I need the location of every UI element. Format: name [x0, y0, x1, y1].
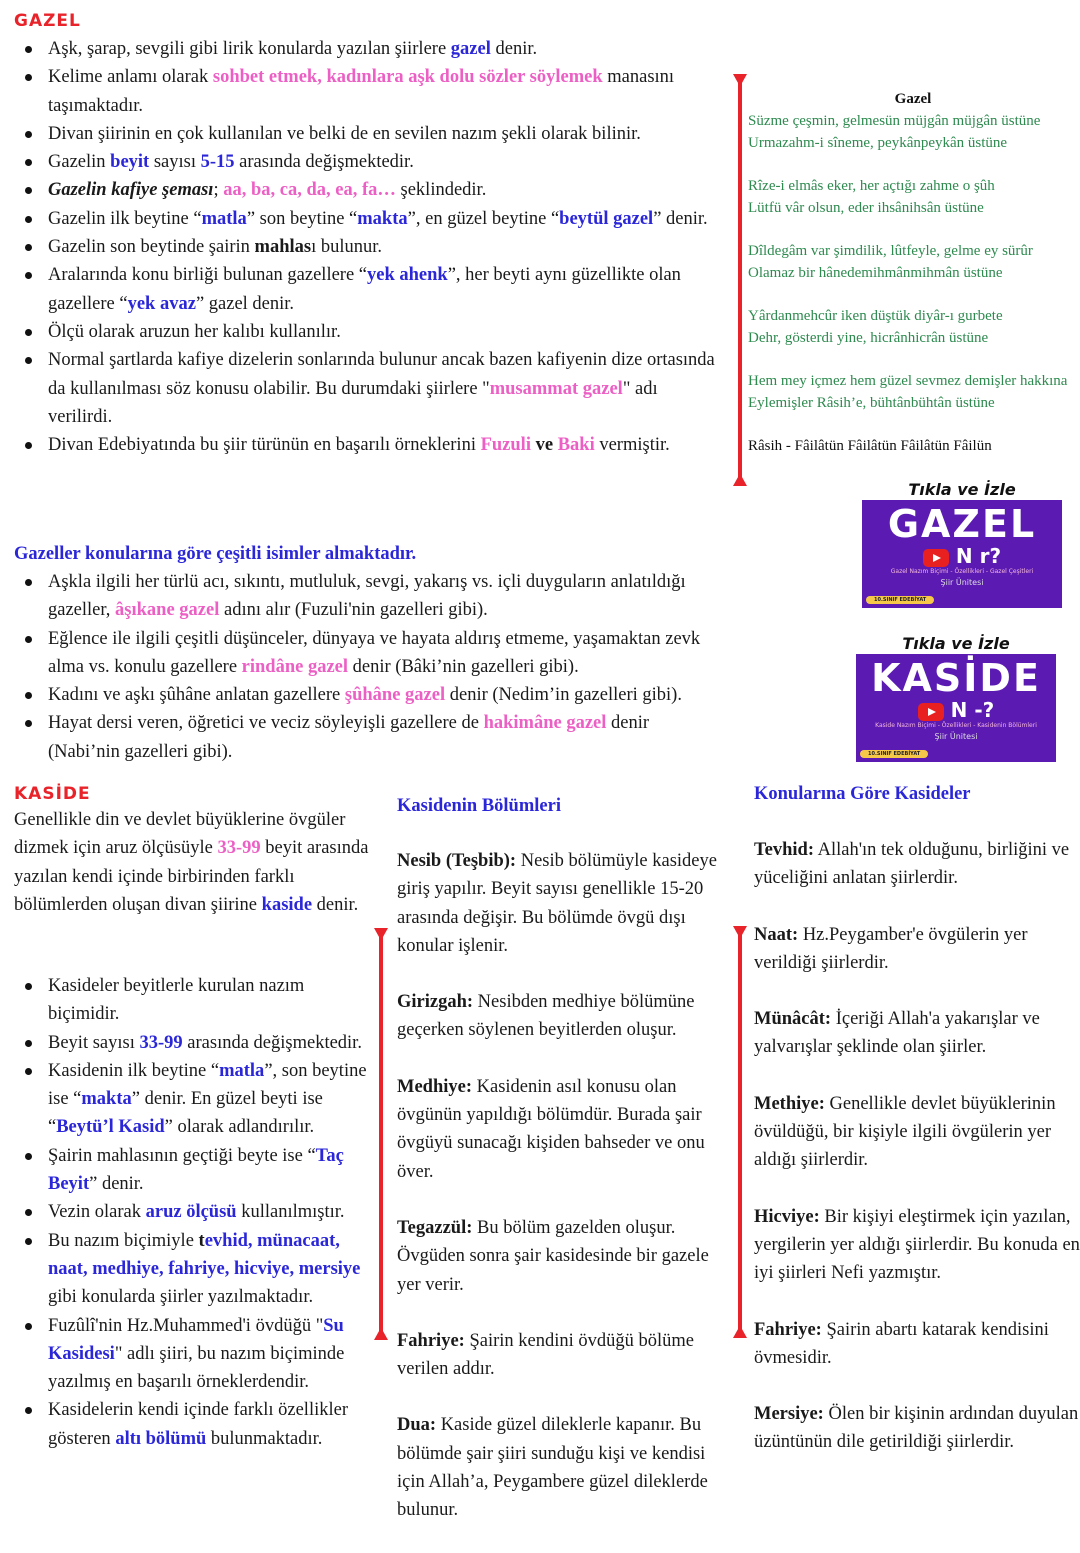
body-text: Gazelin ilk beytine “	[48, 208, 202, 229]
gazel-bullet	[14, 63, 720, 120]
video-subtitle: Gazel Nazım Biçimi - Özellikleri - Gazel Çeşitleri	[890, 567, 1034, 575]
body-text: Nesibden medhiye bölümüne geçerken söylenen beyitlerden oluşur.	[397, 992, 695, 1041]
poem-couplet	[748, 370, 1078, 414]
emphasis-text: kaside	[261, 894, 313, 915]
kaside-type	[754, 1203, 1080, 1288]
emphasis-text: yek ahenk	[367, 265, 448, 286]
body-text: Aralarında konu birliği bulunan gazellere “	[48, 265, 367, 286]
emphasis-text: Beytü’l Kasid	[56, 1117, 165, 1138]
poem-box	[748, 88, 1078, 457]
kaside-bullet	[14, 1396, 379, 1453]
body-text: Ölen bir kişinin ardından duyulan üzüntünün dile getirildiği şiirlerdir.	[754, 1404, 1079, 1453]
body-text: Divan Edebiyatında bu şiir türünün en başarılı örneklerini	[48, 435, 481, 456]
gazel-bullet	[14, 233, 720, 261]
video-badge: 10.SINIF EDEBİYAT	[860, 750, 928, 758]
emphasis-text: Hicviye:	[754, 1206, 820, 1227]
body-text: Genellikle devlet büyüklerinin övüldüğü, bir kişiyle ilgili övgülerin yer aldığı şiirlerdir.	[754, 1093, 1056, 1171]
kaside-type	[754, 1090, 1080, 1175]
kaside-part	[397, 1327, 737, 1384]
body-text: Kasidelerin kendi içinde farklı özellikler gösteren	[48, 1400, 348, 1449]
emphasis-text: rindâne gazel	[241, 656, 349, 677]
emphasis-text: 33-99	[217, 838, 261, 859]
poem-line: Olamaz bir hânedemihmânmihmân üstüne	[748, 265, 1003, 281]
kaside-type	[754, 836, 1080, 893]
body-text: Aşkla ilgili her türlü acı, sıkıntı, mutluluk, sevgi, yakarış vs. içli duyguların anlatıldığı gazeller,	[48, 572, 686, 621]
body-text: Hz.Peygamber'e övgülerin yer verildiği şiirlerdir.	[754, 924, 1028, 973]
body-text: Eğlence ile ilgili çeşitli düşünceler, dünyaya ve hayata aldırış etmeme, yaşamaktan zevk alma vs. konulu gazellere	[48, 628, 701, 677]
body-text: Nesib bölümüyle kasideye giriş yapılır. Beyit sayısı genellikle 15-20 arasında değişir. Bu bölümde övgü dışı konular işlenir.	[397, 851, 717, 956]
poem-line: Dîldegâm var şimdilik, lûtfeyle, gelme ey sürûr	[748, 243, 1033, 259]
kaside-parts-heading: Kasidenin Bölümleri	[397, 796, 561, 816]
emphasis-text: Gazelin kafiye şeması	[48, 180, 214, 201]
emphasis-text: beytül gazel	[559, 208, 654, 229]
emphasis-text: Fahriye:	[754, 1319, 822, 1340]
poem-line: Hem mey içmez hem güzel sevmez demişler hakkına	[748, 373, 1068, 389]
body-text: Ölçü olarak aruzun her kalıbı kullanılır.	[48, 321, 341, 342]
emphasis-text: Fuzuli	[480, 435, 531, 456]
poem-line: Rîze-i elmâs eker, her açtığı zahme o şûh	[748, 178, 995, 194]
emphasis-text: Fahriye:	[397, 1330, 465, 1351]
body-text: ”, her beyti aynı güzellikte olan gazellere “	[48, 265, 681, 314]
red-divider	[738, 930, 742, 1334]
body-text: Allah'ın tek olduğunu, birliğini ve yüceliğini anlatan şiirlerdir.	[754, 840, 1070, 889]
kaside-bullets	[14, 972, 379, 1453]
body-text: Genellikle din ve devlet büyüklerine övgüler dizmek için aruz ölçüsüyle	[14, 810, 346, 859]
body-text: beyit arasında yazılan kendi içinde birbirinden farklı bölümlerden oluşan divan şiirine	[14, 838, 369, 915]
play-icon[interactable]	[923, 549, 949, 567]
emphasis-text: sohbet etmek, kadınlara aşk dolu sözler söylemek	[212, 67, 603, 88]
video-unit: Şiir Ünitesi	[940, 577, 984, 587]
video-q: N r?	[955, 544, 1002, 568]
emphasis-text: 5-15	[200, 152, 235, 173]
video-title: GAZEL	[887, 502, 1037, 546]
emphasis-text: Taç Beyit	[48, 1145, 344, 1195]
body-text: " adlı şiiri, bu nazım biçiminde yazılmış en başarılı örneklerdendir.	[48, 1343, 345, 1393]
emphasis-text: makta	[357, 208, 408, 229]
gazel-video-thumbnail[interactable]	[862, 476, 1062, 608]
emphasis-text: evhid, münacaat, naat, medhiye, fahriye, hicviye, mersiye	[48, 1230, 361, 1279]
play-icon[interactable]	[918, 703, 944, 721]
body-text: Bir kişiyi eleştirmek için yazılan, yergilerin yer aldığı şiirlerdir. Bu konuda en iyi şiirleri Nefi yazmıştır.	[754, 1206, 1080, 1284]
body-text: Vezin olarak	[48, 1202, 146, 1223]
poem-line: Yârdanmehcûr iken düştük diyâr-ı gurbete	[748, 308, 1003, 324]
body-text: manasını taşımaktadır.	[48, 67, 675, 116]
body-text: ” denir.	[89, 1174, 144, 1195]
kaside-type	[754, 1400, 1080, 1457]
kaside-parts	[397, 847, 737, 1553]
body-text: ı bulunur.	[311, 237, 382, 258]
body-text: Hayat dersi veren, öğretici ve veciz söyleyişli gazellere de	[48, 713, 484, 734]
gazel-type-bullet	[14, 625, 724, 682]
kaside-bullet	[14, 1312, 379, 1397]
emphasis-text: Girizgah:	[397, 992, 474, 1013]
emphasis-text: beyit	[110, 152, 150, 173]
kaside-part	[397, 1214, 737, 1299]
emphasis-text: yek avaz	[127, 293, 196, 314]
kaside-bullet	[14, 1227, 379, 1312]
poem-couplet	[748, 175, 1078, 219]
body-text: bulunmaktadır.	[206, 1428, 323, 1449]
emphasis-text: Su Kasidesi	[48, 1315, 344, 1364]
emphasis-text: Mersiye:	[754, 1404, 824, 1425]
kaside-bullet	[14, 1142, 379, 1199]
kaside-types-heading: Konularına Göre Kasideler	[754, 784, 971, 804]
body-text: Bu bölüm gazelden oluşur. Övgüden sonra şair kasidesinde bir gazele yer verir.	[397, 1217, 709, 1295]
gazel-type-bullet	[14, 681, 724, 709]
red-divider	[379, 932, 383, 1336]
gazel-heading: GAZEL	[14, 11, 81, 31]
emphasis-text: Baki	[557, 435, 595, 456]
emphasis-text: Tevhid:	[754, 840, 814, 860]
kaside-intro	[14, 806, 379, 919]
emphasis-text: Tegazzül:	[397, 1217, 473, 1238]
kaside-part	[397, 1073, 737, 1186]
body-text: şeklindedir.	[395, 180, 487, 201]
gazel-bullet	[14, 120, 720, 148]
body-text: Normal şartlarda kafiye dizelerin sonlarında bulunur ancak bazen kafiyenin dize ortasında da kullanılması söz konusu olabilir. Bu durumdaki şiirlere "	[48, 350, 715, 399]
body-text: Şairin abartı katarak kendisini övmesidir.	[754, 1319, 1049, 1368]
emphasis-text: şûhâne gazel	[344, 685, 446, 706]
kaside-type	[754, 1316, 1080, 1373]
body-text: Kasidenin asıl konusu olan övgünün yapıldığı bölümdür. Burada şair övgüyü sunacağı kişiden bahseder ve onu över.	[397, 1076, 705, 1182]
emphasis-text: mahlas	[254, 237, 312, 258]
red-divider	[738, 78, 742, 482]
gazel-bullet	[14, 346, 720, 431]
body-text: ” denir.	[653, 208, 708, 229]
body-text: Şairin kendini övdüğü bölüme verilen addır.	[397, 1330, 694, 1380]
kaside-part	[397, 988, 737, 1045]
body-text: Şairin mahlasının geçtiği beyte ise “	[48, 1145, 316, 1166]
video-subtitle: Kaside Nazım Biçimi - Özellikleri - Kasidenin Bölümleri	[875, 721, 1037, 729]
body-text: ;	[213, 180, 224, 201]
poem-title: Gazel	[894, 91, 932, 107]
emphasis-text: gazel	[450, 39, 491, 59]
gazel-types	[14, 568, 724, 766]
emphasis-text: Naat:	[754, 924, 799, 945]
body-text: vermiştir.	[594, 435, 670, 456]
poem-line: Lütfü vâr olsun, eder ihsânihsân üstüne	[748, 200, 984, 216]
body-text: denir.	[312, 894, 359, 915]
kaside-bullet	[14, 1057, 379, 1142]
emphasis-text: makta	[81, 1089, 132, 1110]
gazel-bullet	[14, 205, 720, 233]
gazel-type-bullet	[14, 709, 724, 766]
body-text: Kelime anlamı olarak	[48, 67, 213, 88]
body-text: Kasidenin ilk beytine “	[48, 1060, 220, 1081]
body-text: ” son beytine “	[246, 208, 358, 229]
video-title: KASİDE	[871, 656, 1041, 700]
body-text: ”, son beytine ise “	[48, 1060, 367, 1110]
body-text: sayısı	[149, 152, 201, 173]
poem-signature: Râsih - Fâilâtün Fâilâtün Fâilâtün Fâilün	[748, 438, 992, 454]
video-caption: Tıkla ve İzle	[908, 480, 1016, 499]
body-text: denir (Nabi’nin gazelleri gibi).	[48, 713, 650, 762]
poem-couplet	[748, 240, 1078, 284]
gazel-bullet	[14, 431, 720, 459]
body-text: Kasideler beyitlerle kurulan nazım biçimidir.	[48, 976, 305, 1025]
gazel-bullets	[14, 35, 720, 459]
emphasis-text: Medhiye:	[397, 1076, 473, 1097]
kaside-type	[754, 921, 1080, 978]
kaside-type	[754, 1005, 1080, 1062]
poem-line: Eylemişler Râsih’e, bühtânbühtân üstüne	[748, 395, 995, 411]
emphasis-text: Dua:	[397, 1415, 437, 1436]
gazel-bullet	[14, 318, 720, 346]
emphasis-text: aa, ba, ca, da, ea, fa…	[223, 180, 396, 201]
body-text: ” olarak adlandırılır.	[164, 1117, 315, 1138]
gazel-bullet	[14, 35, 720, 63]
kaside-bullet	[14, 972, 379, 1029]
gazel-bullet	[14, 176, 720, 204]
emphasis-text: ve	[535, 435, 554, 456]
body-text: Gazelin son beytinde şairin	[48, 237, 255, 258]
emphasis-text: matla	[201, 208, 247, 229]
body-text: Bu nazım biçimiyle	[48, 1230, 199, 1251]
poem-couplet	[748, 305, 1078, 349]
body-text: adını alır (Fuzuli'nin gazelleri gibi).	[219, 600, 488, 621]
kaside-bullet	[14, 1029, 379, 1057]
body-text: Fuzûlî'nin Hz.Muhammed'i övdüğü "	[48, 1315, 324, 1336]
body-text: Kaside güzel dileklerle kapanır. Bu bölümde şair şiiri sunduğu kişi ve kendisi için Allah’a, Peygambere güzel dileklerde bulunur.	[397, 1415, 708, 1521]
poem-line: Dehr, gösterdi yine, hicrânhicrân üstüne	[748, 330, 989, 346]
body-text: Beyit sayısı	[48, 1032, 140, 1053]
gazel-bullet	[14, 148, 720, 176]
body-text: Kadını ve aşkı şûhâne anlatan gazellere	[48, 685, 345, 706]
kaside-bullet	[14, 1198, 379, 1226]
body-text: Aşk, şarap, sevgili gibi lirik konularda yazılan şiirlere	[48, 39, 451, 59]
emphasis-text: hakimâne gazel	[483, 713, 607, 734]
kaside-types	[754, 836, 1080, 1485]
emphasis-text: Nesib (Teşbib):	[397, 851, 517, 871]
body-text: kullanılmıştır.	[236, 1202, 345, 1223]
emphasis-text: âşıkane gazel	[115, 600, 220, 621]
video-caption: Tıkla ve İzle	[902, 634, 1010, 653]
body-text: İçeriği Allah'a yakarışlar ve yalvarışlar şeklinde olan şiirler.	[754, 1009, 1040, 1058]
body-text: denir.	[490, 39, 538, 59]
emphasis-text: 33-99	[139, 1032, 183, 1053]
body-text: " adı verilirdi.	[48, 378, 658, 427]
gazel-types-heading: Gazeller konularına göre çeşitli isimler almaktadır.	[14, 544, 417, 564]
emphasis-text: Methiye:	[754, 1093, 825, 1114]
body-text: ”, en güzel beytine “	[407, 208, 560, 229]
poem-line: Süzme çeşmin, gelmesün müjgân müjgân üstüne	[748, 113, 1041, 129]
body-text: ” denir. En güzel beyti ise “	[48, 1089, 323, 1138]
kaside-heading: KASİDE	[14, 784, 91, 804]
video-q: N -?	[950, 698, 995, 722]
kaside-video-thumbnail[interactable]	[856, 630, 1056, 762]
gazel-type-bullet	[14, 568, 724, 625]
body-text: arasında değişmektedir.	[182, 1032, 362, 1053]
emphasis-text: aruz ölçüsü	[145, 1202, 237, 1223]
video-badge: 10.SINIF EDEBİYAT	[866, 596, 934, 604]
body-text: ” gazel denir.	[195, 293, 295, 314]
body-text: Divan şiirinin en çok kullanılan ve belki de en sevilen nazım şekli olarak bilinir.	[48, 123, 641, 144]
video-unit: Şiir Ünitesi	[934, 731, 978, 741]
body-text: denir (Bâki’nin gazelleri gibi).	[348, 656, 579, 677]
emphasis-text: Münâcât:	[754, 1009, 832, 1030]
emphasis-text: matla	[219, 1060, 265, 1081]
poem-couplet	[748, 110, 1078, 154]
body-text: arasında değişmektedir.	[234, 152, 414, 173]
kaside-part	[397, 1411, 737, 1524]
emphasis-text: musammat gazel	[489, 378, 623, 399]
gazel-bullet	[14, 261, 720, 318]
poem-line: Urmazahm-i sîneme, peykânpeykân üstüne	[748, 135, 1008, 151]
body-text: gibi konularda şiirler yazılmaktadır.	[48, 1287, 314, 1308]
emphasis-text: altı bölümü	[115, 1428, 207, 1449]
body-text: Gazelin	[48, 152, 111, 173]
emphasis-text: t	[198, 1230, 205, 1251]
body-text: denir (Nedim’in gazelleri gibi).	[445, 685, 682, 706]
kaside-part	[397, 847, 737, 960]
